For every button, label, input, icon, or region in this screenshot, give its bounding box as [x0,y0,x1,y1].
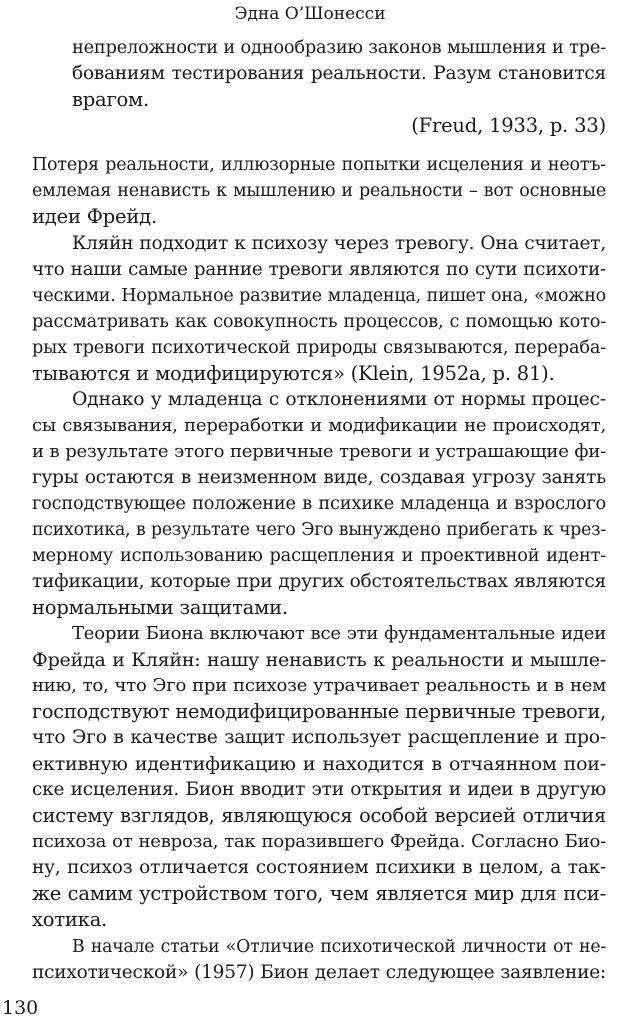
paragraph-line: Теории Биона включают все эти фундаментальные идеи [72,623,606,644]
quote-line: врагом. [72,88,150,111]
paragraph-line: господствуют немодифицированные первичные тревоги, [32,700,606,723]
paragraph-line: идеи Фрейд. [32,205,157,228]
paragraph-line: психотической» (1957) Бион делает следующее заявление: [32,962,606,983]
paragraph-line: ну, психоз отличается состоянием психики в целом, а так- [32,857,606,878]
paragraph-line: Однако у младенца с отклонениями от нормы процес- [72,389,606,410]
paragraph-line: В начале статьи «Отличие психотической личности от не- [72,937,606,957]
paragraph-line: сы связывания, переработки и модификации не происходят, [32,415,606,436]
paragraph-line: рассматривать как совокупность процессов, с помощью кото- [32,312,606,332]
paragraph-line: мерному использованию расщепления и проективной идент- [32,546,606,566]
quote-citation: (Freud, 1933, p. 33) [411,114,606,137]
paragraph-line: ческими. Нормальное развитие младенца, пишет она, «можно [32,286,606,306]
paragraph-line: Фрейда и Кляйн: нашу ненависть к реальности и мышле- [32,649,606,671]
paragraph-line: рых тревоги психотической природы связываются, перераба- [32,338,606,358]
paragraph-line: и в результате этого первичные тревоги и устрашающие фи- [32,441,606,462]
paragraph-line: систему взглядов, являющуюся особой версией отличия [32,804,606,827]
paragraph-line: гуры остаются в неизменном виде, создавая угрозу занять [32,467,606,488]
paragraph-line: ективную идентификацию и находится в отчаянном пои- [32,753,606,775]
paragraph-line: Потеря реальности, иллюзорные попытки исцеления и неотъ- [32,155,606,175]
paragraph-line: Кляйн подходит к психозу через тревогу. Она считает, [72,233,606,254]
paragraph-line: что Эго в качестве защит использует расщепление и про- [32,727,606,748]
page-number: 130 [2,997,39,1019]
paragraph-line: психоза от невроза, так поразившего Фрейда. Согласно Био- [32,831,606,852]
paragraph-line: же самим устройством того, чем является мир для пси- [32,882,606,905]
paragraph-line: господствующее положение в психике младенца и взрослого [32,494,606,514]
paragraph-line: емлемая ненависть к мышлению и реальности – вот основные [32,181,606,201]
paragraph-line: тификации, которые при других обстоятельствах являются [32,571,606,592]
paragraph-line: что наши самые ранние тревоги являются по сути психоти- [32,259,606,280]
running-header: Эдна О’Шонесси [234,4,386,24]
paragraph-line: ске исцеления. Бион вводит эти открытия и идеи в другую [32,779,606,800]
paragraph-line: нормальными защитами. [32,596,288,619]
paragraph-line: психотика, в результате чего Эго вынуждено прибегать к чрез- [32,520,606,540]
quote-line: непреложности и однообразию законов мышления и тре- [72,38,606,58]
paragraph-line: хотика. [32,908,108,931]
quote-line: бованиям тестирования реальности. Разум становится [72,63,606,84]
paragraph-line: тываются и модифицируются» (Klein, 1952a, p. 81). [32,362,555,385]
paragraph-line: нию, то, что Эго при психозе утрачивает реальность и в нем [32,675,606,696]
